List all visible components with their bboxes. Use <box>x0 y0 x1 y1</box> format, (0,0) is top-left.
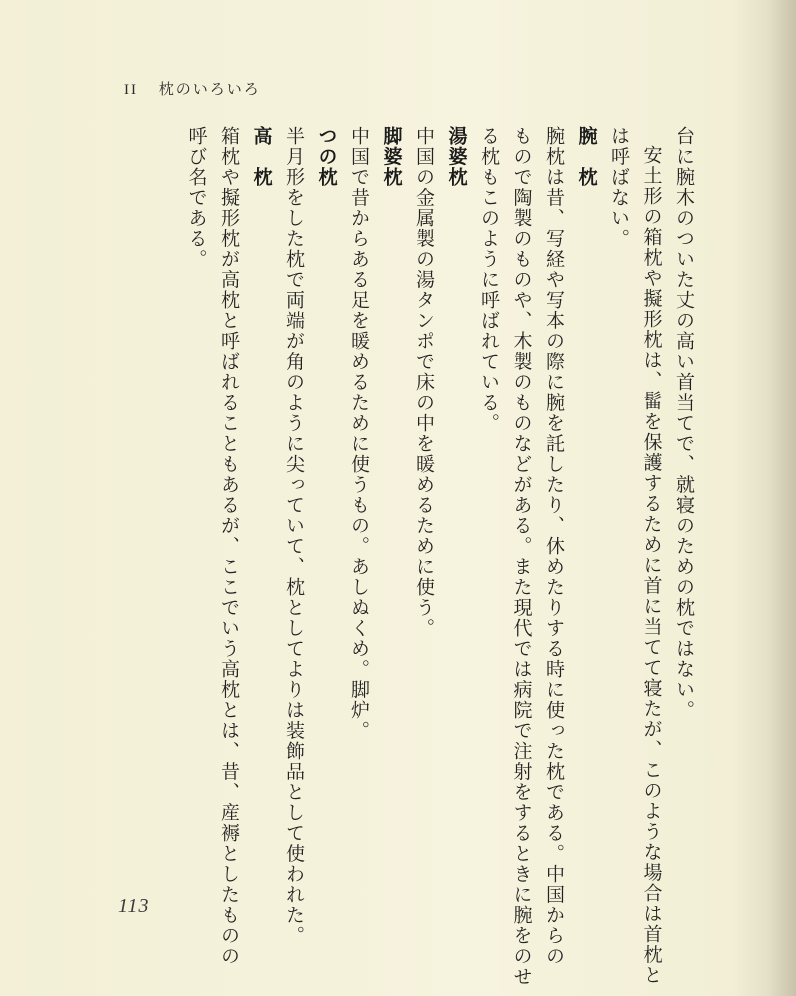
section-heading: 湯婆枕 <box>445 126 468 188</box>
text-column: は呼ばない。 <box>608 126 630 249</box>
page-number: 113 <box>118 895 150 917</box>
section-heading: 腕 枕 <box>575 126 598 188</box>
chapter-numeral: II <box>124 82 138 98</box>
text-column: 呼び名である。 <box>185 126 208 270</box>
text-column: 台に腕木のついた丈の高い首当てで、就寝のための枕ではない。 <box>673 126 695 721</box>
text-column: 箱枕や擬形枕が高枕と呼ばれることもあるが、ここでいう高枕とは、昔、産褥としたものの <box>218 126 240 967</box>
text-column: 中国の金属製の湯タンポで床の中を暖めるために使う。 <box>413 126 435 639</box>
text-column: 安土形の箱枕や擬形枕は、髷を保護するために首に当てて寝たが、このような場合は首枕と <box>640 145 663 986</box>
page-edge-shadow <box>768 0 796 996</box>
text-column: 中国で昔からある足を暖めるために使うもの。あしぬくめ。脚炉。 <box>348 126 370 741</box>
text-column: 半月形をした枕で両端が角のように尖っていて、枕としてよりは装飾品として使われた。 <box>283 126 305 946</box>
section-heading: 脚婆枕 <box>380 126 403 188</box>
section-heading: つの枕 <box>315 126 338 188</box>
text-column: 腕枕は昔、写経や写本の際に腕を託したり、休めたりする時に使った枕である。中国からの <box>543 126 565 967</box>
chapter-title: 枕のいろいろ <box>158 80 261 98</box>
running-head <box>124 78 261 99</box>
section-heading: 高 枕 <box>250 126 273 188</box>
text-column: る枕もこのように呼ばれている。 <box>478 126 500 434</box>
text-column: もので陶製のものや、木製のものなどがある。また現代では病院で注射をするときに腕をのせ <box>510 126 533 987</box>
